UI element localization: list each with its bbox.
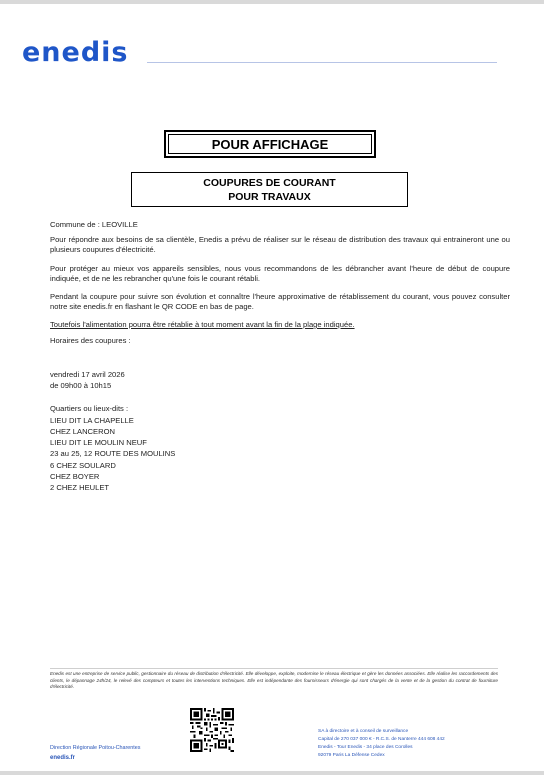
paragraph-follow-up: Pendant la coupure pour suivre son évolution et connaître l'heure approximative de rétablissement du courant, vous pouvez consulter notre site enedis.fr en flashant le QR CODE en bas de page. bbox=[50, 292, 510, 311]
place-item: LIEU DIT LA CHAPELLE bbox=[50, 416, 134, 425]
logo-text: enedis bbox=[22, 37, 129, 68]
place-item: CHEZ LANCERON bbox=[50, 427, 115, 436]
qr-code-icon[interactable] bbox=[190, 708, 234, 752]
outage-date: vendredi 17 avril 2026 bbox=[50, 370, 125, 379]
place-item: 23 au 25, 12 ROUTE DES MOULINS bbox=[50, 449, 176, 458]
outage-title-line1: COUPURES DE COURANT bbox=[203, 176, 336, 189]
paragraph-intro: Pour répondre aux besoins de sa clientèle, Enedis a prévu de réaliser sur le réseau de distribution des travaux qui entraineront une ou plusieurs coupures d'électricité. bbox=[50, 235, 510, 254]
paragraph-recommendation: Pour protéger au mieux vos appareils sensibles, nous vous recommandons de les débrancher avant l'heure de début de coupure indiquée, et de ne les rebrancher qu'une fois le courant rétabli. bbox=[50, 264, 510, 283]
display-notice-box bbox=[164, 130, 376, 158]
footer-rule bbox=[50, 668, 498, 669]
legal-info bbox=[318, 728, 445, 760]
place-item: 2 CHEZ HEULET bbox=[50, 483, 110, 492]
legal-line: Enedis - Tour Enedis - 34 place des Corolles bbox=[318, 745, 413, 750]
display-notice-title: POUR AFFICHAGE bbox=[168, 134, 372, 154]
commune-line: Commune de : LEOVILLE bbox=[50, 220, 138, 229]
place-item: CHEZ BOYER bbox=[50, 472, 100, 481]
place-item: LIEU DIT LE MOULIN NEUF bbox=[50, 438, 147, 447]
outage-title-box bbox=[131, 172, 408, 207]
places-label: Quartiers ou lieux-dits : bbox=[50, 404, 129, 413]
website-link[interactable]: enedis.fr bbox=[50, 755, 76, 761]
schedule-label: Horaires des coupures : bbox=[50, 336, 131, 345]
regional-direction: Direction Régionale Poitou-Charentes bbox=[50, 745, 141, 751]
company-description: Enedis est une entreprise de service public, gestionnaire du réseau de distribution d'électricité. Elle développe, exploite, modernise le réseau électrique et gère les données associées. Elle réalise les raccordements des clients, le dépannage 24h/24, le relevé des compteurs et toutes les interventions techniques. Elle est indépendante des fournisseurs d'énergie qui sont chargés de la vente et de la gestion du contrat de fourniture d'électricité. bbox=[50, 671, 498, 689]
restoration-warning: Toutefois l'alimentation pourra être rétablie à tout moment avant la fin de la plage indiquée. bbox=[50, 320, 355, 329]
header-rule bbox=[147, 62, 497, 63]
top-border bbox=[0, 0, 544, 4]
legal-line: 92079 Paris La Défense Cedex bbox=[318, 753, 385, 758]
legal-line: Capital de 270 037 000 € - R.C.S. de Nanterre 444 608 442 bbox=[318, 737, 445, 742]
legal-line: SA à directoire et à conseil de surveillance bbox=[318, 729, 409, 734]
outage-title-line2: POUR TRAVAUX bbox=[228, 190, 311, 203]
bottom-border bbox=[0, 771, 544, 775]
place-item: 6 CHEZ SOULARD bbox=[50, 461, 116, 470]
outage-time: de 09h00 à 10h15 bbox=[50, 381, 112, 390]
enedis-logo bbox=[22, 38, 129, 68]
